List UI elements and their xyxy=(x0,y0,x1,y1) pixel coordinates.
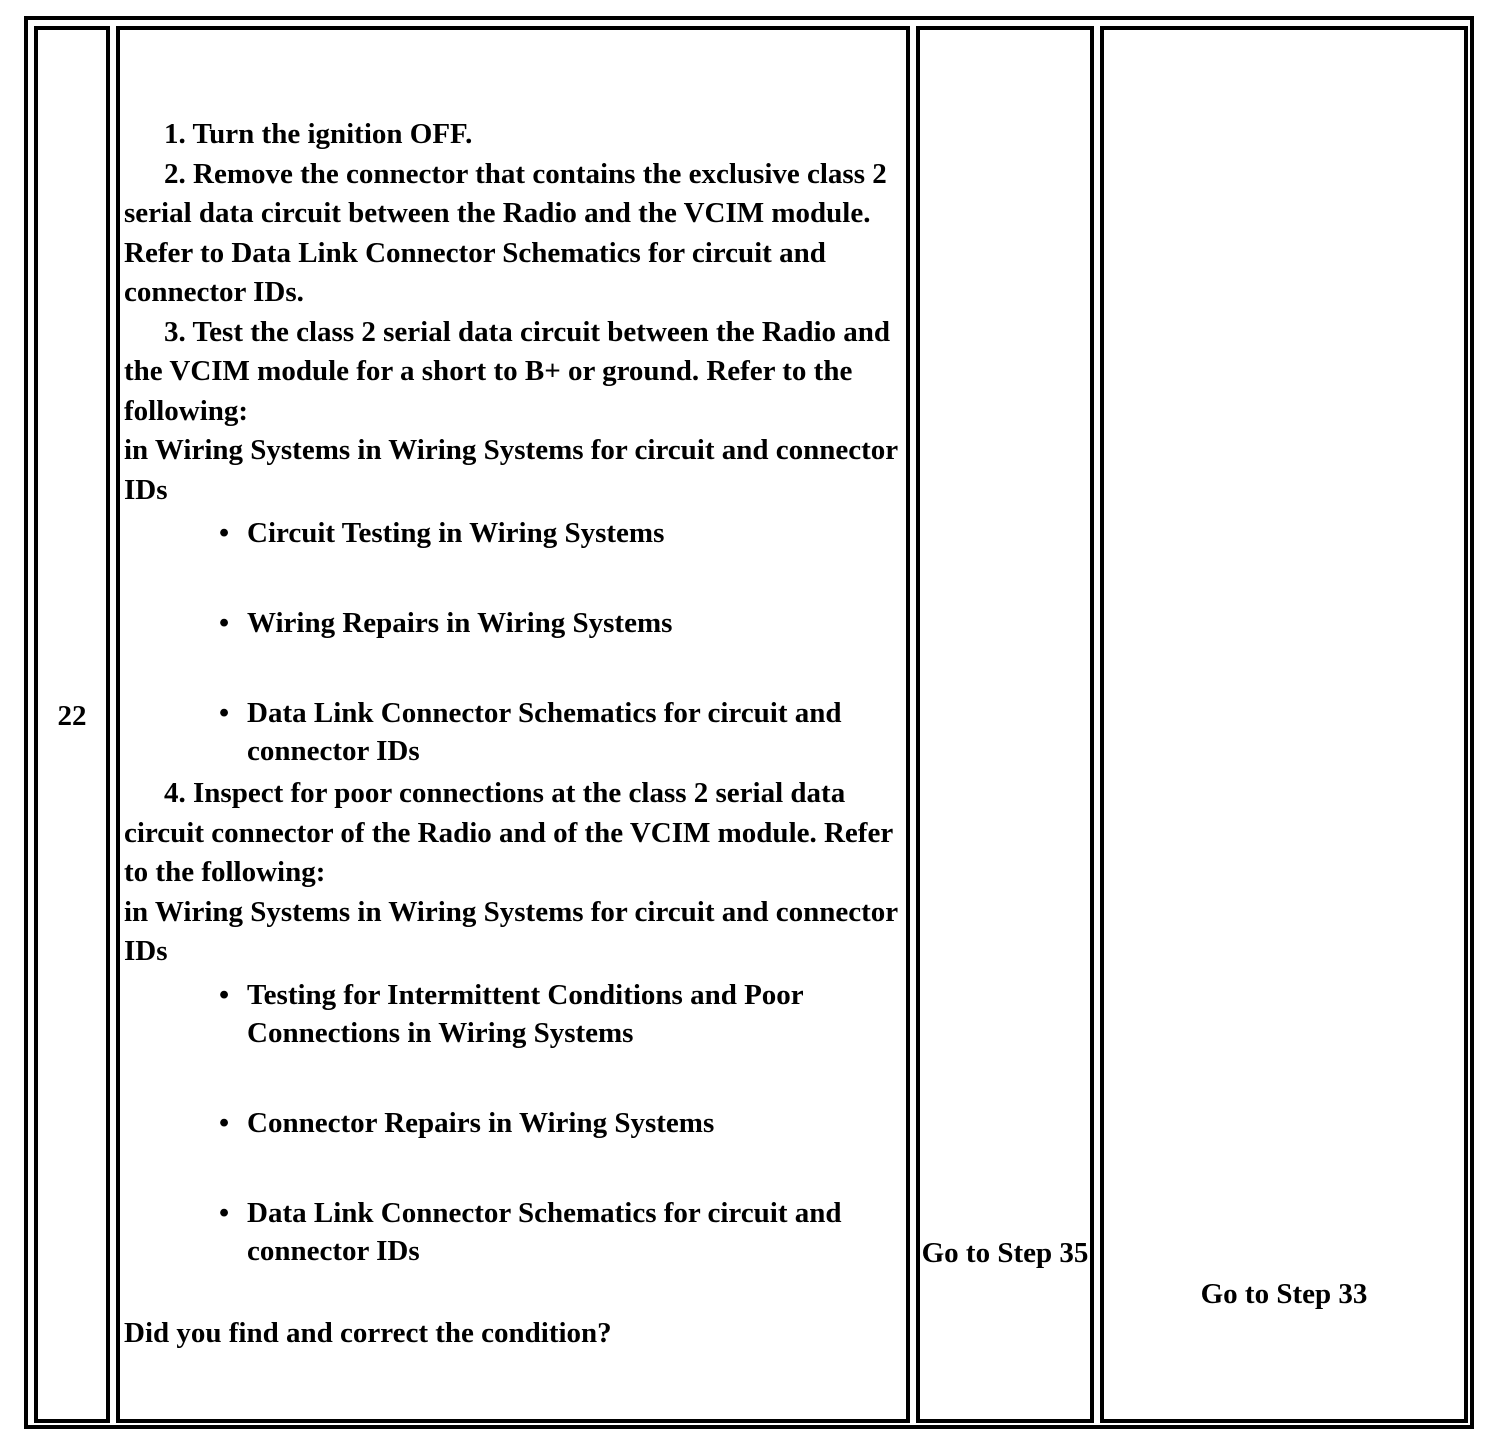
reference-text: Data Link Connector Schematics for circuit and connector IDs xyxy=(247,1196,842,1267)
bullet-icon: • xyxy=(219,517,230,549)
no-result-cell xyxy=(1100,26,1468,1423)
reference-list-item xyxy=(124,1104,900,1142)
reference-text: Testing for Intermittent Conditions and Poor Connections in Wiring Systems xyxy=(247,978,804,1049)
bullet-icon: • xyxy=(219,1106,230,1139)
question: Did you find and correct the condition? xyxy=(124,1316,612,1349)
reference-text: Circuit Testing in Wiring Systems xyxy=(247,517,665,549)
action-cell xyxy=(116,26,910,1423)
step-cell xyxy=(34,26,110,1423)
diagnostic-table xyxy=(24,16,1474,1429)
bullet-icon: • xyxy=(219,978,230,1011)
bullet-icon: • xyxy=(219,607,230,639)
reference-list-item xyxy=(124,514,900,552)
reference-list-item xyxy=(124,604,900,642)
action-item-1: 1. Turn the ignition OFF. xyxy=(164,118,473,150)
action-item-4: 4. Inspect for poor connections at the class 2 serial data circuit connector of the Radio and of the VCIM module. Refer to the following: xyxy=(124,777,893,888)
action-body xyxy=(124,115,900,1353)
item-3-reference-list xyxy=(124,514,900,770)
reference-text: Data Link Connector Schematics for circuit and connector IDs xyxy=(247,697,842,767)
yes-result: Go to Step 35 xyxy=(921,1237,1089,1269)
yes-result-cell xyxy=(916,26,1094,1423)
reference-text: Connector Repairs in Wiring Systems xyxy=(247,1106,715,1139)
action-item-2: 2. Remove the connector that contains the exclusive class 2 serial data circuit between the Radio and the VCIM module. Refer to Data Link Connector Schematics for circuit and connector IDs. xyxy=(124,157,887,308)
no-result: Go to Step 33 xyxy=(1200,1278,1368,1310)
action-item-3: 3. Test the class 2 serial data circuit between the Radio and the VCIM module for a short to B+ or ground. Refer to the following: xyxy=(124,315,891,427)
action-item-4-note: in Wiring Systems in Wiring Systems for circuit and connector IDs xyxy=(124,895,898,967)
reference-text: Wiring Repairs in Wiring Systems xyxy=(247,607,673,639)
reference-list-item xyxy=(124,976,900,1052)
bullet-icon: • xyxy=(219,697,230,729)
reference-list-item xyxy=(124,1194,900,1270)
bullet-icon: • xyxy=(219,1196,230,1229)
step-number: 22 xyxy=(57,700,87,732)
action-item-3-note: in Wiring Systems in Wiring Systems for circuit and connector IDs xyxy=(124,434,898,506)
reference-list-item xyxy=(124,694,900,770)
item-4-reference-list xyxy=(124,976,900,1270)
